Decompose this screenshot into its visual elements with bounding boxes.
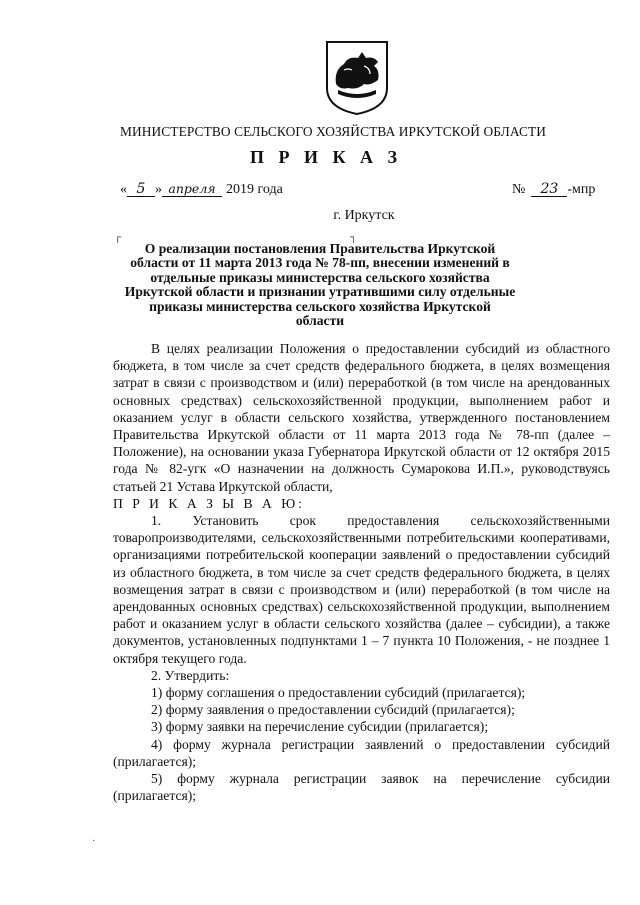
date-open-quote: « [120, 182, 127, 197]
number-prefix: № [512, 182, 526, 197]
decree-line: П Р И К А З Ы В А Ю: [113, 495, 305, 511]
subitem-3: 3) форму заявки на перечисление субсидии (прилагается); [151, 719, 489, 735]
subitem-4: 4) форму журнала регистрации заявлений о предоставлении субсидий (прилагается); [113, 736, 610, 769]
document-date [120, 182, 283, 198]
document-type-title: П Р И К А З [249, 147, 403, 167]
date-year: 2019 года [226, 182, 283, 197]
subitem-1: 1) форму соглашения о предоставлении субсидий (прилагается); [151, 685, 526, 701]
preamble-paragraph: В целях реализации Положения о предоставлении субсидий из областного бюджета, в том числе за счет средств федерального бюджета, в целях возмещения затрат в связи с производством и (или) переработкой (в том числе на арендованных основных средствах) сельскохозяйственной продукции, выполнением работ и оказанием услуг в области сельского хозяйства, утвержденного постановлением Правительства Иркутской области от 11 марта 2013 года № 78-пп (далее – Положение), на основании указа Губернатора Иркутской области от 12 октября 2015 года № 82-угк «О назначении на должность Сумарокова И.П.», руководствуясь статьей 21 Устава Иркутской области, [113, 341, 610, 494]
date-close-quote: » [155, 182, 162, 197]
margin-mark: · [92, 836, 96, 847]
item-1-paragraph: 1. Установить срок предоставления сельскохозяйственными товаропроизводителями, сельскохозяйственными потребительскими кооперативами, организациями потребительской кооперации заявлений о предоставлении субсидий из областного бюджета, в том числе за счет средств федерального бюджета, в целях возмещения затрат в связи с производством и (или) переработкой (в том числе на арендованных основных средствах) сельскохозяйственной продукции, выполнением работ и оказанием услуг в области сельского хозяйства (далее – субсидии), а также документов, установленных подпунктами 1 – 7 пункта 10 Положения, - не позднее 1 октября текущего года. [113, 513, 610, 666]
number-suffix: -мпр [567, 182, 596, 197]
subitem-5: 5) форму журнала регистрации заявок на перечисление субсидии (прилагается); [113, 771, 610, 804]
corner-mark-right: ┐ [350, 232, 358, 243]
coat-of-arms-icon [324, 40, 390, 116]
document-number [512, 182, 595, 198]
item-2-paragraph: 2. Утвердить: [151, 667, 230, 683]
ministry-name: МИНИСТЕРСТВО СЕЛЬСКОГО ХОЗЯЙСТВА ИРКУТСКОЙ ОБЛАСТИ [119, 124, 547, 139]
corner-mark-left: ┌ [114, 232, 122, 243]
document-body [113, 340, 610, 804]
date-month: апреля [162, 182, 222, 197]
subitem-2: 2) форму заявления о предоставлении субсидий (прилагается); [151, 702, 515, 718]
document-city: г. Иркутск [333, 208, 395, 223]
document-subject: О реализации постановления Правительства Иркутской области от 11 марта 2013 года № 78-пп, внесении изменений в отдельные приказы министерства сельского хозяйства Иркутской области и признании утратившими силу отдельные приказы министерства сельского хозяйства Иркутской области [124, 241, 516, 329]
date-day: 5 [127, 182, 155, 197]
number-value: 23 [531, 182, 567, 197]
